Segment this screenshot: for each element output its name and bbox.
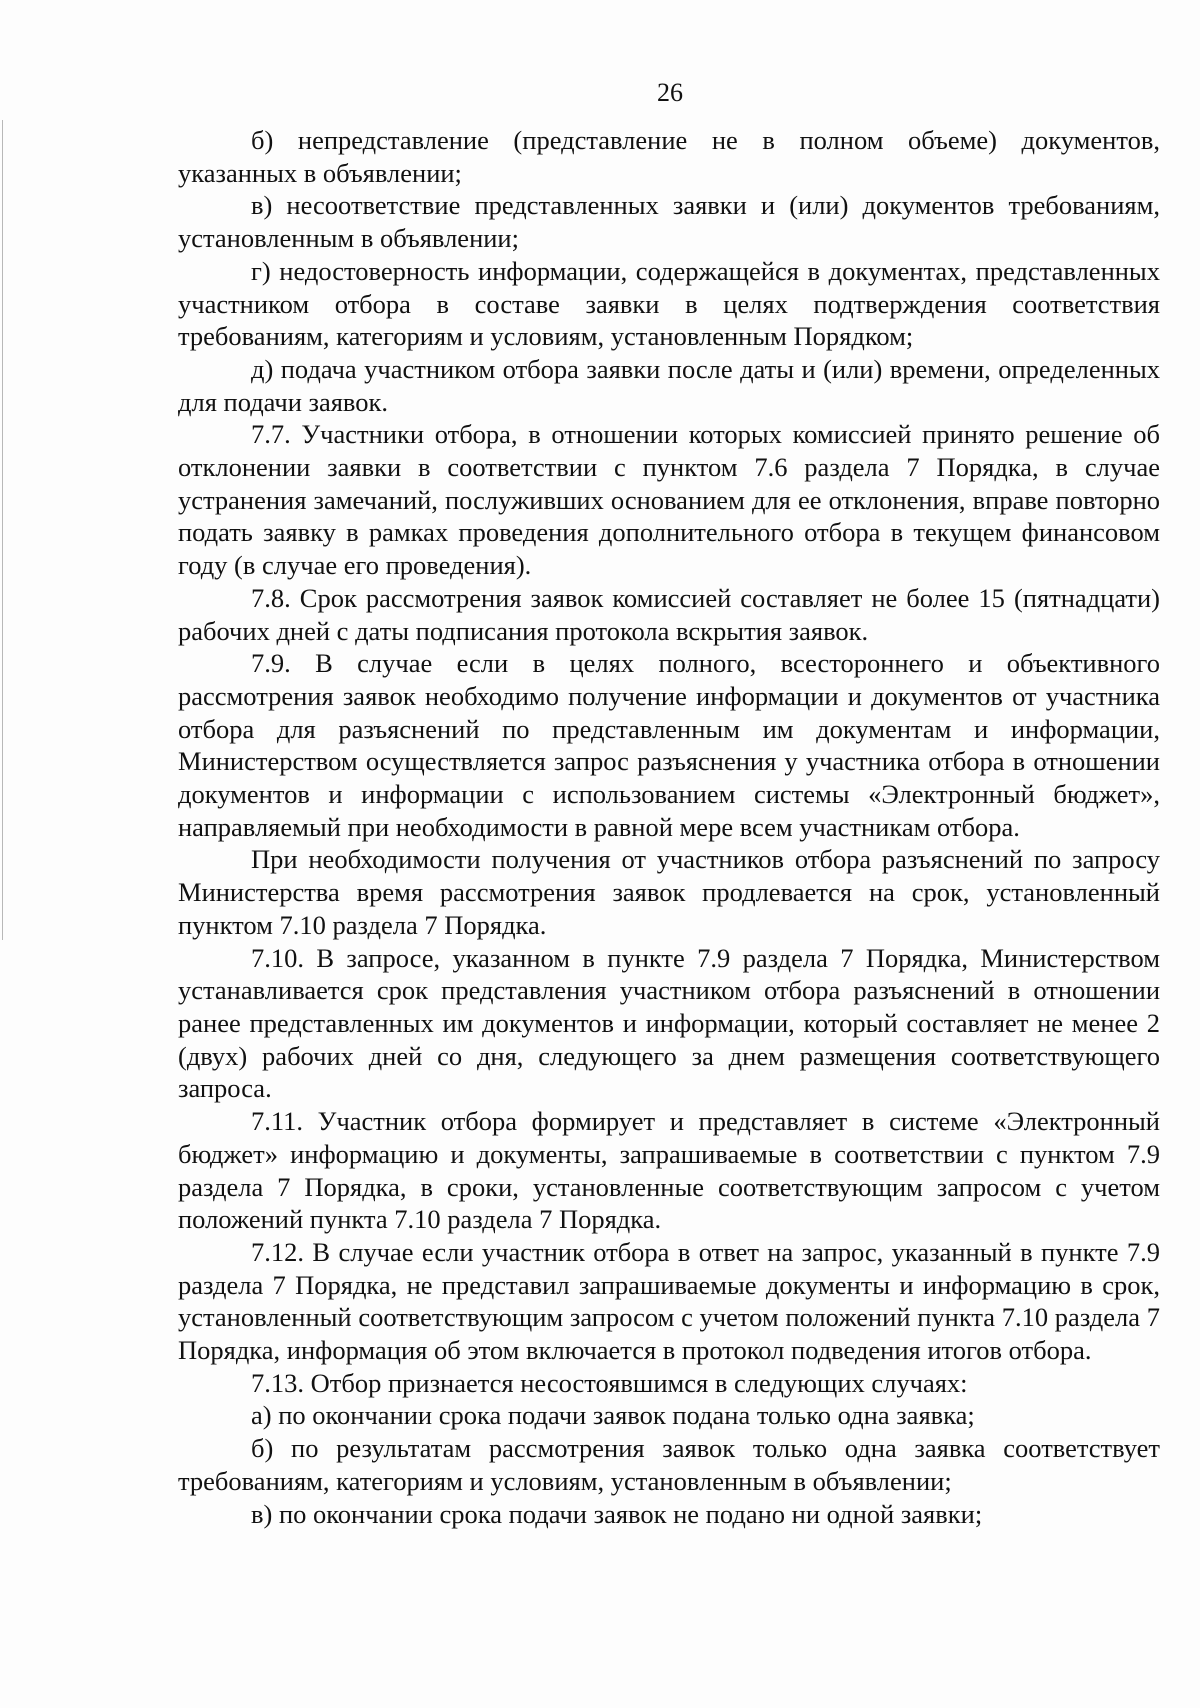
- paragraph-7-12: 7.12. В случае если участник отбора в ответ на запрос, указанный в пункте 7.9 раздела 7 Порядка, не представил запрашиваемые документы и информацию в срок, установленный соответствующим запросом с учетом положений пункта 7.10 раздела 7 Порядка, информация об этом включается в протокол подведения итогов отбора.: [178, 1236, 1160, 1366]
- paragraph-item-g-unreliability: г) недостоверность информации, содержащейся в документах, представленных участником отбора в составе заявки в целях подтверждения соответствия требованиям, категориям и условиям, установленным Порядком;: [178, 255, 1160, 352]
- paragraph-item-d-late-submission: д) подача участником отбора заявки после даты и (или) времени, определенных для подачи заявок.: [178, 353, 1160, 417]
- paragraph-7-13-item-v: в) по окончании срока подачи заявок не подано ни одной заявки;: [251, 1498, 983, 1529]
- paragraph-7-13-item-a: а) по окончании срока подачи заявок подана только одна заявка;: [251, 1400, 975, 1431]
- paragraph-item-b-nonsubmission: б) непредставление (представление не в полном объеме) документов, указанных в объявлении;: [178, 125, 1160, 188]
- document-body: [178, 124, 1160, 1530]
- paragraph-item-v-noncompliance: в) несоответствие представленных заявки и (или) документов требованиям, установленным в объявлении;: [178, 190, 1160, 254]
- paragraph-7-7: 7.7. Участники отбора, в отношении которых комиссией принято решение об отклонении заявки в соответствии с пунктом 7.6 раздела 7 Порядка, в случае устранения замечаний, послуживших основанием для ее отклонения, вправе повторно подать заявку в рамках проведения дополнительного отбора в текущем финансовом году (в случае его проведения).: [178, 419, 1160, 581]
- paragraph-7-9: 7.9. В случае если в целях полного, всестороннего и объективного рассмотрения заявок необходимо получение информации и документов от участника отбора для разъяснений по представленным им документам и информации, Министерством осуществляется запрос разъяснения у участника отбора в отношении документов и информации с использованием системы «Электронный бюджет», направляемый при необходимости в равной мере всем участникам отбора.: [178, 648, 1160, 842]
- paragraph-7-8: 7.8. Срок рассмотрения заявок комиссией составляет не более 15 (пятнадцати) рабочих дней с даты подписания протокола вскрытия заявок.: [178, 582, 1160, 646]
- paragraph-7-13-item-b: б) по результатам рассмотрения заявок только одна заявка соответствует требованиям, категориям и условиям, установленным в объявлении;: [178, 1433, 1160, 1496]
- page-number: 26: [657, 78, 683, 107]
- paragraph-7-13: 7.13. Отбор признается несостоявшимся в следующих случаях:: [251, 1367, 968, 1398]
- paragraph-7-10: 7.10. В запросе, указанном в пункте 7.9 раздела 7 Порядка, Министерством устанавливается срок представления участником отбора разъяснений в отношении ранее представленных им документов и информации, который составляет не менее 2 (двух) рабочих дней со дня, следующего за днем размещения соответствующего запроса.: [178, 942, 1160, 1104]
- scan-edge-line: [2, 120, 3, 940]
- paragraph-7-9-extension: При необходимости получения от участников отбора разъяснений по запросу Министерства время рассмотрения заявок продлевается на срок, установленный пунктом 7.10 раздела 7 Порядка.: [178, 844, 1160, 940]
- paragraph-7-11: 7.11. Участник отбора формирует и представляет в системе «Электронный бюджет» информацию и документы, запрашиваемые в соответствии с пунктом 7.9 раздела 7 Порядка, в сроки, установленные соответствующим запросом с учетом положений пункта 7.10 раздела 7 Порядка.: [178, 1106, 1160, 1235]
